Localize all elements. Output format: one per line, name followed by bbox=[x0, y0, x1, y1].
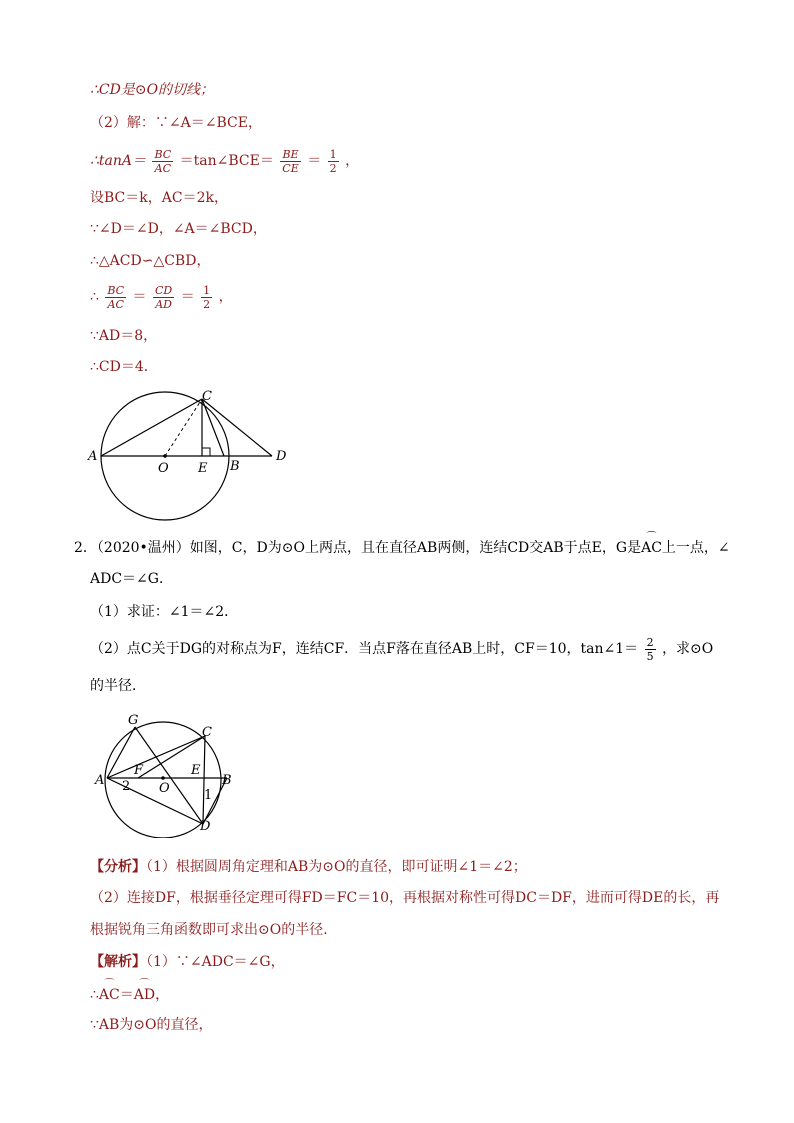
line-ratio bbox=[90, 280, 233, 314]
solution-line3: ∵AB为⊙O的直径， bbox=[90, 1017, 213, 1033]
arc-ac-2: ⌒ AC bbox=[99, 985, 120, 1005]
fraction-bc-ac-2 bbox=[105, 284, 126, 311]
line-angle-d: ∵∠D＝∠D，∠A＝∠BCD， bbox=[90, 221, 267, 237]
question-2-part2 bbox=[90, 632, 713, 666]
fraction-two-fifths bbox=[645, 636, 656, 663]
line-cd-4: ∴CD＝4． bbox=[90, 359, 158, 375]
label-angle-1: 1 bbox=[204, 788, 213, 803]
ratio-end: ， bbox=[218, 289, 233, 305]
num: 1 bbox=[329, 147, 337, 161]
den: AC bbox=[154, 161, 172, 175]
solution-line2 bbox=[90, 985, 169, 1005]
question-2-line1 bbox=[74, 538, 730, 558]
s2-end: ， bbox=[155, 987, 170, 1003]
line-part2-start: （2）解：∵∠A＝∠BCE， bbox=[90, 115, 262, 131]
line-similar: ∴△ACD∽△CBD， bbox=[90, 253, 211, 269]
analysis-text1: （1）根据圆周角定理和AB为⊙O的直径，即可证明∠1＝∠2； bbox=[146, 859, 527, 875]
label-b: B bbox=[230, 459, 240, 474]
analysis-tag: 【分析】 bbox=[90, 859, 146, 875]
fraction-one-half bbox=[328, 148, 339, 175]
label-e: E bbox=[198, 461, 208, 476]
figure-2-circle bbox=[90, 708, 240, 838]
label-f: F bbox=[134, 763, 144, 778]
den: 2 bbox=[329, 161, 337, 175]
line-tan-ratio bbox=[90, 144, 359, 178]
segment-ac bbox=[101, 399, 202, 456]
analysis-line3: 根据锐角三角函数即可求出⊙O的半径． bbox=[90, 922, 338, 938]
arc-ad: ⌒ AD bbox=[134, 985, 155, 1005]
den: CE bbox=[282, 161, 299, 175]
analysis-line1 bbox=[90, 857, 527, 877]
label-g: G bbox=[128, 713, 139, 728]
label-o: O bbox=[159, 781, 170, 796]
q2-part2-end: ，求⊙O bbox=[662, 641, 714, 657]
question-2-radius: 的半径． bbox=[90, 678, 146, 694]
label-b: B bbox=[222, 773, 232, 788]
s2-prefix: ∴ bbox=[90, 987, 99, 1003]
label-c: C bbox=[202, 389, 212, 404]
num: CD bbox=[155, 283, 173, 297]
tan-mid: ＝tan∠BCE＝ bbox=[179, 153, 274, 169]
num: BC bbox=[107, 283, 125, 297]
line-cd-tangent: ∴CD是⊙O的切线； bbox=[90, 82, 215, 98]
solution-line1 bbox=[90, 952, 285, 972]
num: 1 bbox=[203, 283, 211, 297]
q2-text-a: 2．（2020•温州）如图，C，D为⊙O上两点，且在直径AB两侧，连结CD交AB于点E，G是 bbox=[74, 540, 642, 556]
fraction-be-ce bbox=[280, 148, 300, 175]
label-o: O bbox=[158, 461, 169, 476]
fraction-one-half-2 bbox=[201, 284, 212, 311]
ratio-eq2: ＝ bbox=[180, 289, 195, 305]
arc-ac: ⌒ AC bbox=[641, 538, 662, 558]
den: 2 bbox=[203, 297, 211, 311]
label-c: C bbox=[202, 725, 212, 740]
line-ad-8: ∵AD＝8， bbox=[90, 328, 158, 344]
label-a: A bbox=[95, 773, 105, 788]
ratio-prefix: ∴ bbox=[90, 289, 99, 305]
tan-eq: ＝ bbox=[307, 153, 322, 169]
segment-ga bbox=[107, 727, 135, 778]
question-2-part1: （1）求证：∠1＝∠2． bbox=[90, 604, 239, 620]
den: AD bbox=[155, 297, 172, 311]
ratio-eq1: ＝ bbox=[132, 289, 147, 305]
label-a: A bbox=[88, 449, 98, 464]
label-d: D bbox=[200, 819, 211, 834]
num: BE bbox=[280, 148, 300, 162]
num: BC bbox=[154, 147, 172, 161]
center-dot bbox=[161, 776, 165, 780]
label-d: D bbox=[276, 449, 287, 464]
label-angle-2: 2 bbox=[122, 779, 131, 794]
fraction-bc-ac bbox=[152, 148, 173, 175]
segment-cd bbox=[203, 736, 205, 824]
tan-prefix: ∴tanA＝ bbox=[90, 153, 147, 169]
tan-end: ， bbox=[345, 153, 360, 169]
label-e: E bbox=[191, 763, 201, 778]
line-let-bc: 设BC＝k，AC＝2k， bbox=[90, 190, 228, 206]
segment-oc-dashed bbox=[165, 399, 202, 456]
solution-tag: 【解析】 bbox=[90, 954, 146, 970]
num: 2 bbox=[646, 635, 654, 649]
fraction-cd-ad bbox=[153, 284, 174, 311]
center-dot bbox=[163, 454, 167, 458]
solution-text1: （1）∵∠ADC＝∠G， bbox=[146, 954, 285, 970]
right-angle-mark bbox=[202, 448, 210, 456]
q2-text-b: 上一点，∠ bbox=[661, 540, 730, 556]
s2-eq: ＝ bbox=[119, 987, 134, 1003]
den: 5 bbox=[646, 649, 654, 663]
analysis-line2: （2）连接DF，根据垂径定理可得FD＝FC＝10，再根据对称性可得DC＝DF，进而可得DE的长，再 bbox=[90, 890, 720, 906]
q2-part2-text: （2）点C关于DG的对称点为F，连结CF．当点F落在直径AB上时，CF＝10，tan∠1＝ bbox=[90, 641, 639, 657]
figure-1-circle-tangent bbox=[80, 380, 310, 530]
question-2-line2: ADC＝∠G． bbox=[90, 571, 173, 587]
den: AC bbox=[107, 297, 124, 311]
